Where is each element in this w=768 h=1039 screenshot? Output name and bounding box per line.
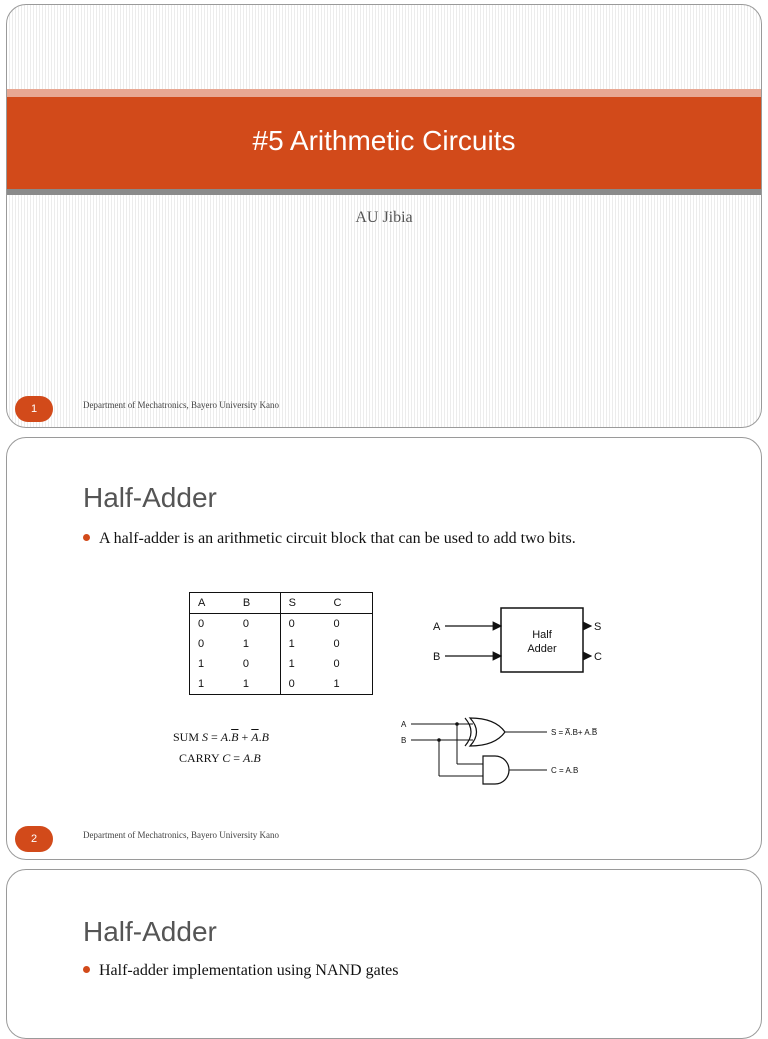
- bullet-dot-icon: [83, 966, 90, 973]
- slide-title: Half-Adder: [83, 482, 217, 513]
- input-b-label: B: [433, 651, 441, 663]
- table-row: [190, 674, 373, 695]
- junction-dot-b: [437, 738, 441, 742]
- table-header: B: [235, 593, 280, 614]
- bullet-item: [83, 530, 576, 548]
- slide-1: [6, 4, 762, 428]
- block-label-line1: Half: [532, 629, 552, 641]
- table-header-row: [190, 593, 373, 614]
- carry-formula: CARRY C = A.B: [179, 751, 261, 765]
- bullet-dot-icon: [83, 534, 90, 541]
- presentation-title: #5 Arithmetic Circuits: [252, 125, 516, 156]
- sum-label: SUM: [173, 730, 200, 744]
- output-s-label: S: [594, 621, 602, 633]
- title-band-accent: [7, 89, 761, 97]
- table-cell: 1: [333, 678, 340, 690]
- gate-input-a-label: A: [401, 720, 407, 729]
- table-cell: 0: [198, 618, 205, 630]
- block-label-line2: Adder: [527, 643, 557, 655]
- half-adder-block-diagram: [419, 598, 619, 678]
- table-cell: 1: [198, 678, 205, 690]
- slide-title: Half-Adder: [83, 916, 217, 947]
- author-name: AU Jibia: [355, 209, 413, 226]
- table-cell: 0: [333, 658, 340, 670]
- input-a-label: A: [433, 621, 441, 633]
- table-cell: 0: [280, 674, 325, 695]
- table-cell: 0: [242, 658, 249, 670]
- table-row: [190, 654, 373, 674]
- carry-label: CARRY: [179, 751, 220, 765]
- table-header: A: [190, 593, 235, 614]
- sum-formula: SUM $S = A.\overline{B} + \overline{A}.B$: [173, 730, 269, 744]
- output-c-label: C: [594, 651, 602, 663]
- title-band-shadow: [7, 189, 761, 195]
- table-cell: 0: [242, 618, 249, 630]
- sum-output-label: S = A̅.B+ A.B̅: [551, 728, 598, 737]
- gate-input-b-label: B: [401, 736, 407, 745]
- table-row: [190, 634, 373, 654]
- xor-gate-icon: [470, 718, 505, 746]
- slide-footer: Department of Mechatronics, Bayero University Kano: [83, 400, 279, 410]
- slide-number-badge: 1: [15, 396, 53, 422]
- slide-number-badge: 2: [15, 826, 53, 852]
- bullet-text: A half-adder is an arithmetic circuit block that can be used to add two bits.: [99, 530, 576, 547]
- table-cell: 1: [280, 654, 325, 674]
- carry-output-label: C = A.B: [551, 766, 579, 775]
- slide-2: [6, 437, 762, 860]
- half-adder-gate-diagram: [395, 714, 625, 788]
- bullet-item: [83, 962, 398, 980]
- table-cell: 0: [333, 618, 340, 630]
- and-gate-icon: [483, 756, 509, 784]
- table-header: S: [280, 593, 325, 614]
- table-row: [190, 614, 373, 635]
- slide-footer: Department of Mechatronics, Bayero University Kano: [83, 830, 279, 840]
- table-cell: 1: [242, 638, 249, 650]
- slide-3: [6, 869, 762, 1039]
- bullet-text: Half-adder implementation using NAND gates: [99, 962, 399, 979]
- table-cell: 0: [198, 638, 205, 650]
- table-header: C: [325, 593, 372, 614]
- xor-gate-input-curve: [465, 718, 471, 746]
- table-cell: 1: [242, 678, 249, 690]
- truth-table: [189, 592, 373, 695]
- table-cell: 0: [280, 614, 325, 635]
- junction-dot-a: [455, 722, 459, 726]
- table-cell: 1: [280, 634, 325, 654]
- table-cell: 0: [333, 638, 340, 650]
- table-cell: 1: [198, 658, 205, 670]
